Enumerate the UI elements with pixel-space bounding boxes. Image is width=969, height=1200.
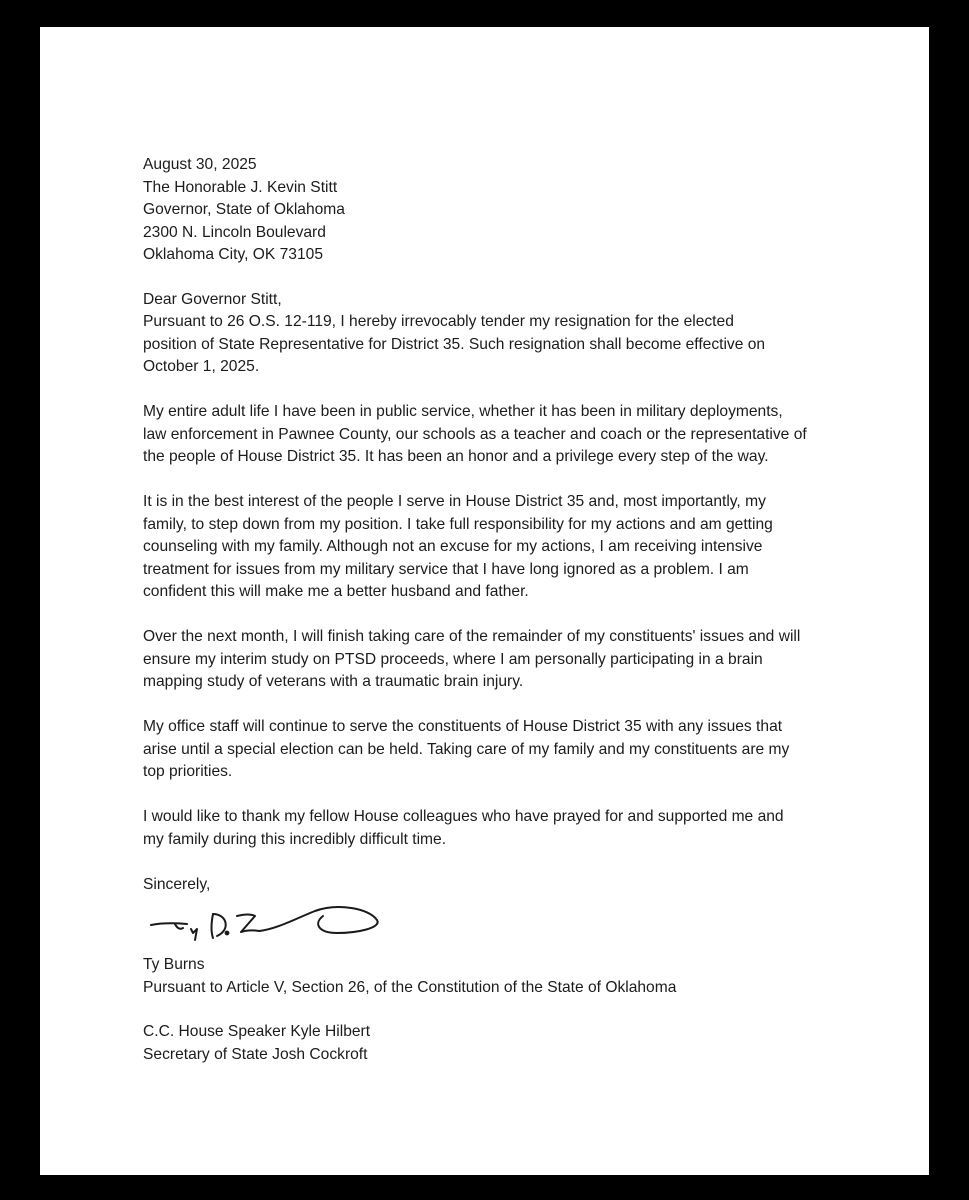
paragraph-line: Pursuant to 26 O.S. 12-119, I hereby irrevocably tender my resignation for the elected — [143, 313, 734, 330]
resignation-letter — [143, 154, 843, 1066]
paragraph-thanks — [143, 806, 843, 851]
handwritten-signature — [147, 900, 387, 954]
letter-date: August 30, 2025 — [143, 156, 257, 173]
signer-authority: Pursuant to Article V, Section 26, of the Constitution of the State of Oklahoma — [143, 978, 677, 996]
closing: Sincerely, — [143, 875, 211, 893]
paragraph-office-staff — [143, 716, 843, 784]
paragraph-line: position of State Representative for District 35. Such resignation shall become effective on — [143, 335, 766, 353]
paragraph-line: treatment for issues from my military service that I have long ignored as a problem. I am — [143, 560, 749, 578]
cc-item: C.C. House Speaker Kyle Hilbert — [143, 1023, 371, 1040]
recipient-title: Governor, State of Oklahoma — [143, 201, 345, 218]
salutation: Dear Governor Stitt, — [143, 290, 282, 308]
paragraph-line: counseling with my family. Although not an excuse for my actions, I am receiving intensive — [143, 538, 763, 555]
paragraph-line: my family during this incredibly difficult time. — [143, 830, 447, 848]
paragraph-line: law enforcement in Pawnee County, our schools as a teacher and coach or the representative of — [143, 425, 807, 443]
recipient-name: The Honorable J. Kevin Stitt — [143, 178, 338, 196]
paragraph-line: confident this will make me a better husband and father. — [143, 583, 529, 600]
letter-page — [40, 27, 929, 1175]
paragraph-line: October 1, 2025. — [143, 358, 260, 375]
paragraph-line: arise until a special election can be held. Taking care of my family and my constituents are my — [143, 740, 790, 758]
paragraph-line: mapping study of veterans with a traumatic brain injury. — [143, 673, 524, 690]
paragraph-line: It is in the best interest of the people I serve in House District 35 and, most importantly, my — [143, 493, 766, 510]
paragraph-line: Over the next month, I will finish taking care of the remainder of my constituents' issues and will — [143, 628, 801, 645]
paragraph-public-service — [143, 401, 843, 469]
paragraph-next-month — [143, 626, 843, 694]
recipient-street: 2300 N. Lincoln Boulevard — [143, 223, 326, 241]
recipient-city: Oklahoma City, OK 73105 — [143, 246, 323, 263]
paragraph-line: I would like to thank my fellow House colleagues who have prayed for and supported me and — [143, 808, 784, 825]
paragraph-line: family, to step down from my position. I take full responsibility for my actions and am getting — [143, 515, 773, 533]
paragraph-line: the people of House District 35. It has been an honor and a privilege every step of the way. — [143, 448, 769, 465]
paragraph-resignation — [143, 311, 843, 379]
cc-item: Secretary of State Josh Cockroft — [143, 1045, 368, 1063]
paragraph-family — [143, 491, 843, 604]
paragraph-line: top priorities. — [143, 763, 233, 780]
signer-name: Ty Burns — [143, 956, 205, 973]
paragraph-line: My office staff will continue to serve the constituents of House District 35 with any issues that — [143, 718, 783, 735]
paragraph-line: My entire adult life I have been in public service, whether it has been in military deployments, — [143, 403, 783, 420]
paragraph-line: ensure my interim study on PTSD proceeds, where I am personally participating in a brain — [143, 650, 763, 668]
recipient-address — [143, 177, 843, 267]
cc-list — [143, 1021, 843, 1066]
